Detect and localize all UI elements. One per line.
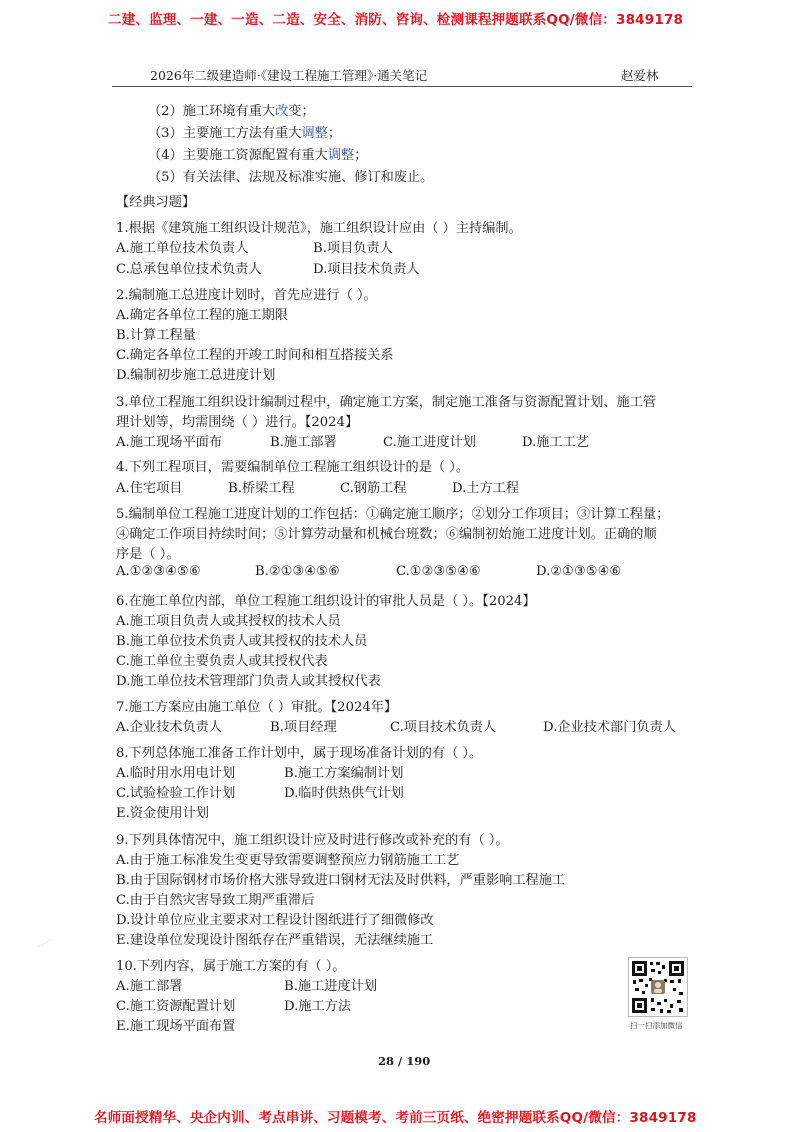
question-option: D.土方工程 [452, 481, 520, 496]
header-rule [112, 86, 692, 87]
question-option: C.施工单位主要负责人或其授权代表 [116, 654, 328, 669]
question-option: D.施工工艺 [522, 435, 590, 450]
question-option: C.施工资源配置计划 [116, 999, 236, 1014]
page-header-title: 2026年二级建造师·《建设工程施工管理》·通关笔记 [150, 68, 428, 83]
question-stem: 序是（ ）。 [116, 547, 180, 562]
question-option: A.住宅项目 [116, 481, 183, 496]
question-option: A.企业技术负责人 [116, 720, 223, 735]
intro-item: （5）有关法律、法规及标准实施、修订和废止。 [148, 170, 434, 185]
question-stem: 5.编制单位工程施工进度计划的工作包括：①确定施工顺序；②划分工作项目；③计算工程量； [116, 507, 670, 522]
question-option: C.施工进度计划 [383, 435, 476, 450]
question-option: E.资金使用计划 [116, 806, 209, 821]
question-option: B.计算工程量 [116, 328, 196, 343]
question-stem: 4.下列工程项目，需要编制单位工程施工组织设计的是（ ）。 [116, 460, 470, 475]
question-stem: 7.施工方案应由施工单位（ ）审批。【2024年】 [116, 700, 398, 715]
question-option: D.项目技术负责人 [313, 262, 420, 277]
qr-caption: 扫一扫添加微信 [630, 1021, 683, 1030]
question-stem: 10.下列内容，属于施工方案的有（ ）。 [116, 959, 346, 974]
question-option: E.建设单位发现设计图纸存在严重错误，无法继续施工 [116, 933, 434, 948]
question-stem: 3.单位工程施工组织设计编制过程中，确定施工方案，制定施工准备与资源配置计划、施工管 [116, 395, 657, 410]
question-option: A.施工单位技术负责人 [116, 241, 249, 256]
question-option: A.施工项目负责人或其授权的技术人员 [116, 614, 341, 629]
question-option: A.临时用水用电计划 [116, 766, 236, 781]
question-option: D.企业技术部门负责人 [543, 720, 676, 735]
question-stem: 9.下列具体情况中，施工组织设计应及时进行修改或补充的有（ ）。 [116, 833, 509, 848]
question-option: A.①②③④⑤⑥ [116, 564, 201, 579]
question-option: B.项目经理 [270, 720, 337, 735]
question-option: D.编制初步施工总进度计划 [116, 368, 276, 383]
question-option: B.施工单位技术负责人或其授权的技术人员 [116, 634, 368, 649]
question-option: C.总承包单位技术负责人 [116, 262, 262, 277]
intro-item: （4）主要施工资源配置有重大调整； [148, 148, 368, 163]
side-stamp: ·········· [35, 935, 56, 952]
question-option: C.①②③⑤④⑥ [396, 564, 481, 579]
section-title: 【经典习题】 [116, 195, 196, 210]
question-option: D.②①③⑤④⑥ [536, 564, 622, 579]
question-option: A.施工部署 [116, 979, 183, 994]
question-option: B.桥梁工程 [228, 481, 295, 496]
bottom-banner: 名师面授精华、央企内训、考点串讲、习题模考、考前三页纸、绝密押题联系QQ/微信：3849178 [94, 1110, 697, 1126]
question-stem: 理计划等，均需围绕（ ）进行。【2024】 [116, 415, 359, 430]
question-option: B.由于国际钢材市场价格大涨导致进口钢材无法及时供料，严重影响工程施工 [116, 873, 566, 888]
intro-item: （2）施工环境有重大改变； [148, 104, 315, 119]
question-option: E.施工现场平面布置 [116, 1019, 236, 1034]
question-option: A.确定各单位工程的施工期限 [116, 308, 288, 323]
question-stem: 6.在施工单位内部，单位工程施工组织设计的审批人员是（ ）。【2024】 [116, 594, 536, 609]
question-stem: 1.根据《建筑施工组织设计规范》，施工组织设计应由（ ）主持编制。 [116, 221, 522, 236]
question-option: D.施工方法 [284, 999, 352, 1014]
question-stem: ④确定工作项目持续时间；⑤计算劳动量和机械台班数；⑥编制初始施工进度计划。正确的顺 [116, 527, 657, 542]
question-stem: 8.下列总体施工准备工作计划中，属于现场准备计划的有（ ）。 [116, 746, 483, 761]
page-number: 28 / 190 [378, 1054, 431, 1068]
question-option: B.施工部署 [270, 435, 337, 450]
question-option: B.②①③④⑤⑥ [255, 564, 340, 579]
qr-code-icon [628, 957, 688, 1017]
question-option: D.临时供热供气计划 [284, 786, 404, 801]
question-option: C.项目技术负责人 [390, 720, 497, 735]
question-option: D.施工单位技术管理部门负责人或其授权代表 [116, 674, 381, 689]
intro-item: （3）主要施工方法有重大调整； [148, 126, 342, 141]
question-option: C.确定各单位工程的开竣工时间和相互搭接关系 [116, 348, 394, 363]
top-banner: 二建、监理、一建、一造、二造、安全、消防、咨询、检测课程押题联系QQ/微信：3849178 [108, 12, 684, 28]
question-option: C.试验检验工作计划 [116, 786, 236, 801]
page-header-author: 赵爱林 [621, 68, 659, 83]
question-option: A.由于施工标准发生变更导致需要调整预应力钢筋施工工艺 [116, 853, 460, 868]
question-option: C.由于自然灾害导致工期严重滞后 [116, 893, 315, 908]
question-option: B.施工方案编制计划 [284, 766, 404, 781]
question-option: C.钢筋工程 [340, 481, 407, 496]
question-option: B.项目负责人 [313, 241, 393, 256]
question-option: D.设计单位应业主要求对工程设计图纸进行了细微修改 [116, 913, 434, 928]
question-stem: 2.编制施工总进度计划时，首先应进行（ ）。 [116, 288, 377, 303]
question-option: B.施工进度计划 [284, 979, 378, 994]
question-option: A.施工现场平面布 [116, 435, 223, 450]
